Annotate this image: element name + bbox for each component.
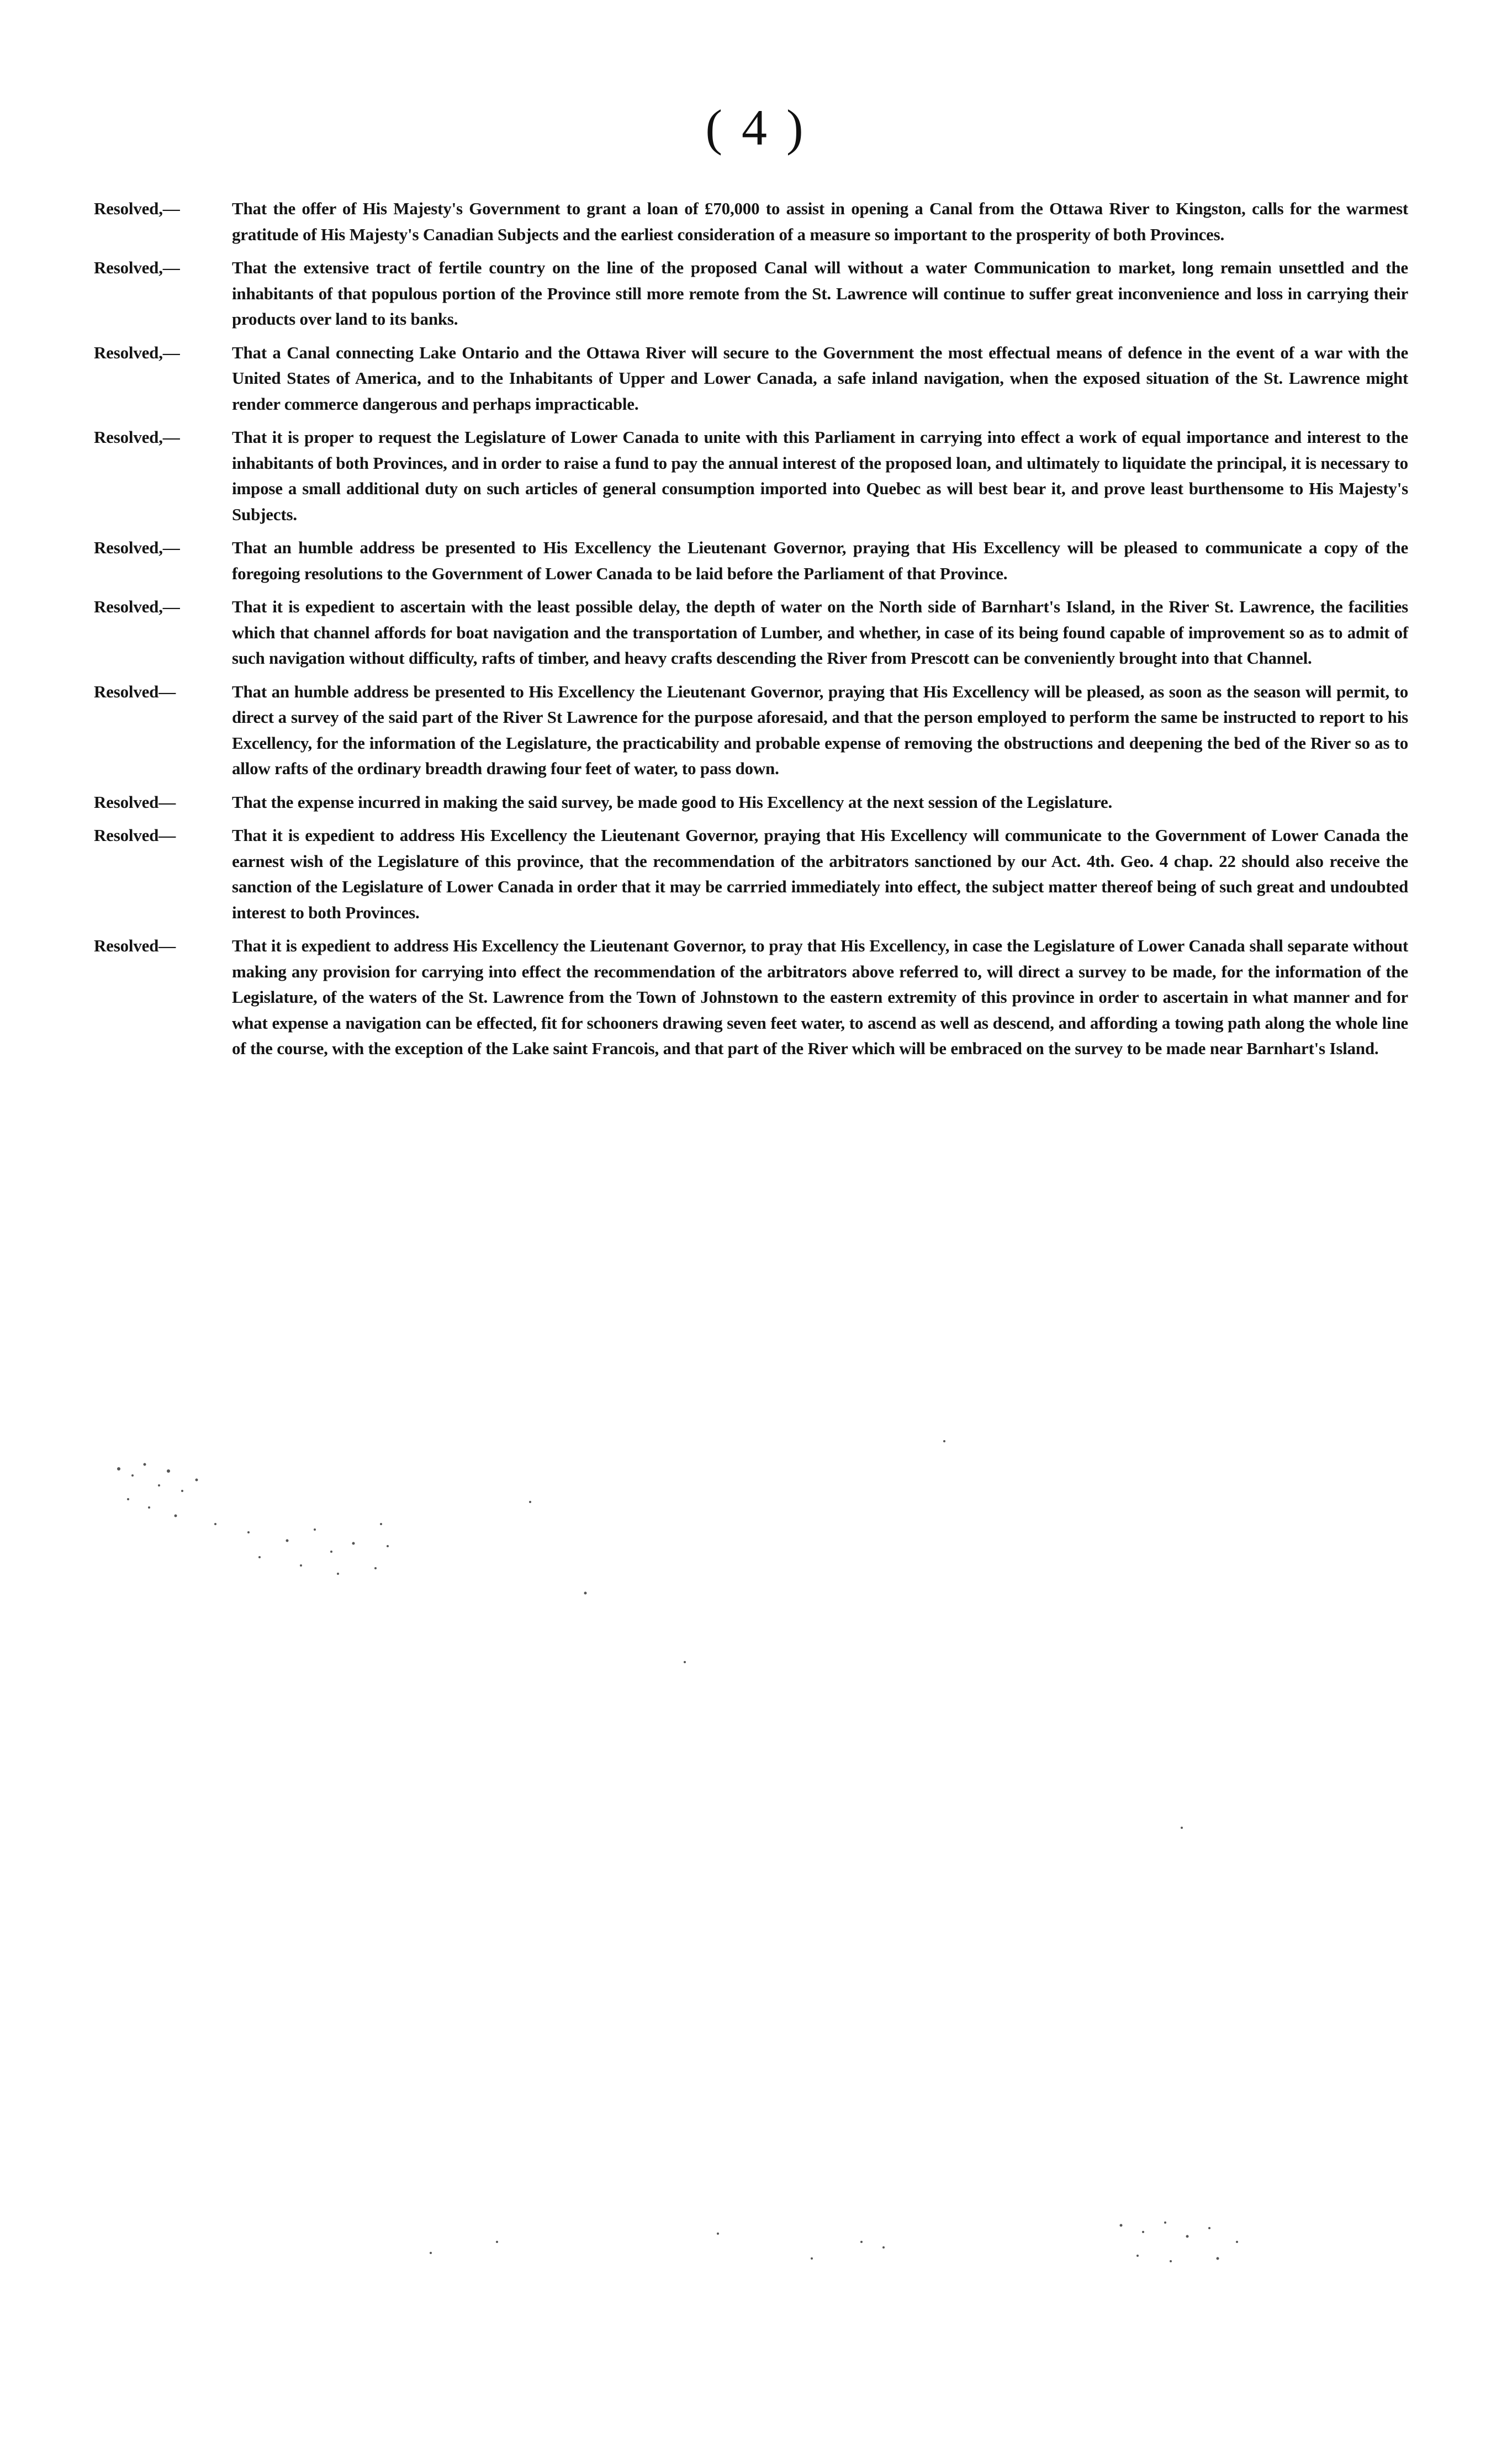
resolution-label: Resolved— — [94, 826, 176, 845]
resolution-item — [94, 255, 1408, 332]
resolution-text: That the offer of His Majesty's Government to grant a loan of £70,000 to assist in opening a Canal from the Ottawa River to Kingston, calls for the warmest gratitude of His Majesty's Canadian Subjects and the earliest consideration of a measure so important to the prosperity of both Provinces. — [232, 199, 1408, 244]
resolution-text: That the extensive tract of fertile country on the line of the proposed Canal will without a water Communication to market, long remain unsettled and the inhabitants of that populous portion of the Province still more remote from the St. Lawrence will continue to suffer great inconvenience and loss in carrying their products over land to its banks. — [232, 258, 1408, 329]
resolution-text: That an humble address be presented to His Excellency the Lieutenant Governor, praying that His Excellency will be pleased to communicate a copy of the foregoing resolutions to the Government of Lower Canada to be laid before the Parliament of that Province. — [232, 538, 1408, 583]
resolution-text: That an humble address be presented to His Excellency the Lieutenant Governor, praying that His Excellency will be pleased, as soon as the season will permit, to direct a survey of the said part of the River St Lawrence for the purpose aforesaid, and that the person employed to perform the same be instructed to report to his Excellency, for the information of the Legislature, the practicability and probable expense of removing the obstructions and deepening the bed of the River so as to allow rafts of the ordinary breadth drawing four feet of water, to pass down. — [232, 681, 1408, 778]
resolution-text: That it is expedient to address His Excellency the Lieutenant Governor, praying that His Excellency will communicate to the Government of Lower Canada the earnest wish of the Legislature of this province, that the recommendation of the arbitrators sanctioned by our Act. 4th. Geo. 4 chap. 22 should also receive the sanction of the Legislature of Lower Canada in order that it may be carrried immediately into effect, the subject matter thereof being of such great and undoubted interest to both Provinces. — [232, 826, 1408, 922]
resolution-text: That a Canal connecting Lake Ontario and the Ottawa River will secure to the Government the most effectual means of defence in the event of a war with the United States of America, and to the Inhabitants of Upper and Lower Canada, a safe inland navigation, when the exposed situation of the St. Lawrence might render commerce dangerous and perhaps impracticable. — [232, 342, 1408, 414]
resolution-text: That it is expedient to address His Excellency the Lieutenant Governor, to pray that His Excellency, in case the Legislature of Lower Canada shall separate without making any provision for carrying into effect the recommendation of the arbitrators above referred to, will direct a survey to be made, for the information of the Legislature, of the waters of the St. Lawrence from the Town of Johnstown to the eastern extremity of this province in order to ascertain in what manner and for what expense a navigation can be effected, fit for schooners drawing seven feet water, to ascend as well as descend, and affording a towing path along the whole line of the course, with the exception of the Lake saint Francois, and that part of the River which will be embraced on the survey to be made near Barnhart's Island. — [232, 936, 1408, 1058]
resolution-item — [94, 340, 1408, 417]
resolution-item — [94, 679, 1408, 782]
resolution-label: Resolved,— — [94, 597, 180, 616]
resolution-text: That it is proper to request the Legislature of Lower Canada to unite with this Parliament in carrying into effect a work of equal importance and interest to the inhabitants of both Provinces, and in order to raise a fund to pay the annual interest of the proposed loan, and ultimately to liquidate the principal, it is necessary to impose a small additional duty on such articles of general consumption imported into Quebec as will best bear it, and prove least burthensome to His Majesty's Subjects. — [232, 427, 1408, 524]
resolution-label: Resolved,— — [94, 199, 180, 218]
resolution-label: Resolved,— — [94, 342, 180, 362]
resolution-label: Resolved,— — [94, 258, 180, 277]
resolutions-list — [94, 196, 1408, 1070]
resolution-item — [94, 790, 1408, 816]
resolution-label: Resolved,— — [94, 538, 180, 557]
resolution-item — [94, 196, 1408, 247]
resolution-item — [94, 933, 1408, 1062]
resolution-item — [94, 823, 1408, 925]
resolution-item — [94, 594, 1408, 671]
resolution-label: Resolved— — [94, 792, 176, 812]
resolution-label: Resolved— — [94, 681, 176, 701]
resolution-label: Resolved— — [94, 936, 176, 955]
resolution-text: That the expense incurred in making the said survey, be made good to His Excellency at the next session of the Legislature. — [232, 792, 1112, 812]
resolution-label: Resolved,— — [94, 427, 180, 447]
resolution-item — [94, 535, 1408, 586]
resolution-text: That it is expedient to ascertain with the least possible delay, the depth of water on the North side of Barnhart's Island, in the River St. Lawrence, the facilities which that channel affords for boat navigation and the transportation of Lumber, and whether, in case of its being found capable of improvement so as to admit of such navigation without difficulty, rafts of timber, and heavy crafts descending the River from Prescott can be conveniently brought into that Channel. — [232, 597, 1408, 668]
resolution-item — [94, 425, 1408, 527]
page-number: ( 4 ) — [705, 99, 807, 156]
